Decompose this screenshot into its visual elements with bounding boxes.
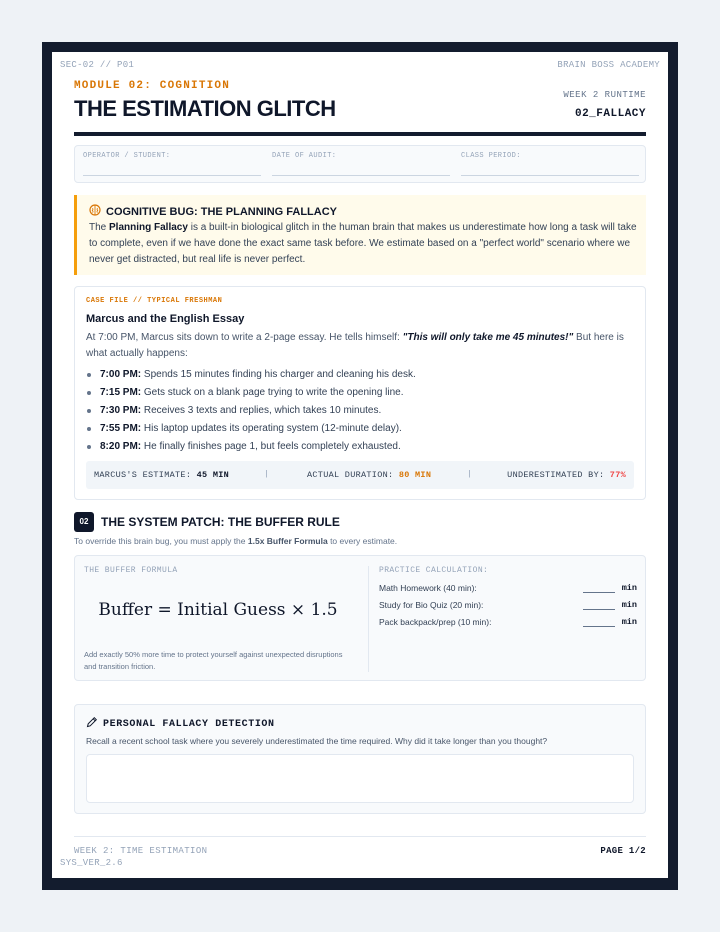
- list-item: 7:55 PM: His laptop updates its operating system (12-minute delay).: [86, 420, 634, 438]
- detection-title: PERSONAL FALLACY DETECTION: [103, 718, 275, 730]
- panel-divider: [368, 566, 369, 672]
- field-line: [83, 175, 261, 176]
- answer-blank[interactable]: [583, 592, 615, 593]
- bug-description: The Planning Fallacy is a built-in biological glitch in the human brain that makes us underestimate how long a task will take to complete, even if we have done the exact same task before. We estimate based on a "perfect world" scenario where we never get distracted, but real life is never perfect.: [89, 222, 637, 265]
- duration-stat: ACTUAL DURATION: 80 MIN: [307, 470, 432, 480]
- marcus-quote: "This will only take me 45 minutes!": [402, 332, 574, 343]
- page-footer: [74, 836, 646, 862]
- list-item: 7:30 PM: Receives 3 texts and replies, which takes 10 minutes.: [86, 402, 634, 420]
- buffer-formula: Buffer = Initial Guess × 1.5: [98, 600, 338, 620]
- list-item: 7:00 PM: Spends 15 minutes finding his charger and cleaning his desk.: [86, 366, 634, 384]
- academy-name: BRAIN BOSS ACADEMY: [557, 60, 660, 70]
- stat-separator: |: [264, 469, 270, 479]
- runtime-label: WEEK 2 RUNTIME: [563, 90, 646, 100]
- student-info: [74, 145, 646, 183]
- formula-note: Add exactly 50% more time to protect yourself against unexpected disruptions and transition friction.: [84, 650, 343, 671]
- worksheet-code: 02_FALLACY: [574, 108, 646, 120]
- case-title: Marcus and the English Essay: [86, 313, 245, 325]
- footer-week: WEEK 2: TIME ESTIMATION: [74, 846, 208, 856]
- unit-label: min: [621, 583, 637, 593]
- field-label: CLASS PERIOD:: [461, 152, 521, 160]
- list-item: 7:15 PM: Gets stuck on a blank page trying to write the opening line.: [86, 384, 634, 402]
- practice-task: Study for Bio Quiz (20 min):: [379, 600, 484, 610]
- section-subtitle: To override this brain bug, you must apply the 1.5x Buffer Formula to every estimate.: [74, 536, 398, 546]
- field-label: OPERATOR / STUDENT:: [83, 152, 171, 160]
- field-line: [461, 175, 639, 176]
- answer-blank[interactable]: [583, 609, 615, 610]
- fallacy-detection-panel: [74, 704, 646, 814]
- practice-task: Math Homework (40 min):: [379, 583, 477, 593]
- cognitive-bug-callout: [74, 195, 646, 275]
- practice-row: [379, 600, 637, 614]
- brain-icon: [89, 204, 101, 219]
- module-label: MODULE 02: COGNITION: [74, 80, 231, 92]
- stat-separator: |: [467, 469, 473, 479]
- case-stats-bar: [86, 461, 634, 489]
- field-line: [272, 175, 450, 176]
- detection-prompt: Recall a recent school task where you severely underestimated the time required. Why did it take longer than you thought?: [86, 736, 548, 746]
- bug-heading: [89, 204, 337, 219]
- section-number-badge: 02: [74, 512, 94, 532]
- bug-term: Planning Fallacy: [109, 222, 188, 233]
- student-field[interactable]: [83, 152, 261, 160]
- practice-row: [379, 583, 637, 597]
- underestimate-stat: UNDERESTIMATED BY: 77%: [507, 470, 626, 480]
- detection-heading: [86, 716, 275, 732]
- list-item: 8:20 PM: He finally finishes page 1, but feels completely exhausted.: [86, 438, 634, 456]
- version-label: SYS_VER_2.6: [60, 858, 123, 868]
- formula-label: THE BUFFER FORMULA: [84, 566, 178, 575]
- date-field[interactable]: [272, 152, 450, 160]
- worksheet-page: [52, 52, 668, 878]
- section-code: SEC-02 // P01: [60, 60, 135, 70]
- practice-label: PRACTICE CALCULATION:: [379, 566, 489, 575]
- estimate-stat: MARCUS'S ESTIMATE: 45 MIN: [94, 470, 230, 480]
- bug-title: COGNITIVE BUG: THE PLANNING FALLACY: [106, 205, 337, 218]
- response-textarea[interactable]: [86, 754, 634, 803]
- case-tag: CASE FILE // TYPICAL FRESHMAN: [86, 297, 223, 305]
- page-header: [74, 80, 646, 136]
- unit-label: min: [621, 617, 637, 627]
- page-frame: [42, 42, 678, 890]
- case-file: [74, 286, 646, 500]
- buffer-panel: [74, 555, 646, 681]
- section-title: THE SYSTEM PATCH: THE BUFFER RULE: [101, 515, 340, 529]
- unit-label: min: [621, 600, 637, 610]
- page-number: PAGE 1/2: [600, 846, 646, 856]
- case-intro: At 7:00 PM, Marcus sits down to write a 2-page essay. He tells himself: "This will only take me 45 minutes!" But here is what actually happens:: [86, 332, 624, 359]
- class-period-field[interactable]: [461, 152, 639, 160]
- practice-row: [379, 617, 637, 631]
- pencil-icon: [86, 716, 98, 732]
- page-title: THE ESTIMATION GLITCH: [74, 96, 336, 121]
- answer-blank[interactable]: [583, 626, 615, 627]
- timeline-list: [86, 366, 634, 456]
- field-label: DATE OF AUDIT:: [272, 152, 337, 160]
- practice-task: Pack backpack/prep (10 min):: [379, 617, 492, 627]
